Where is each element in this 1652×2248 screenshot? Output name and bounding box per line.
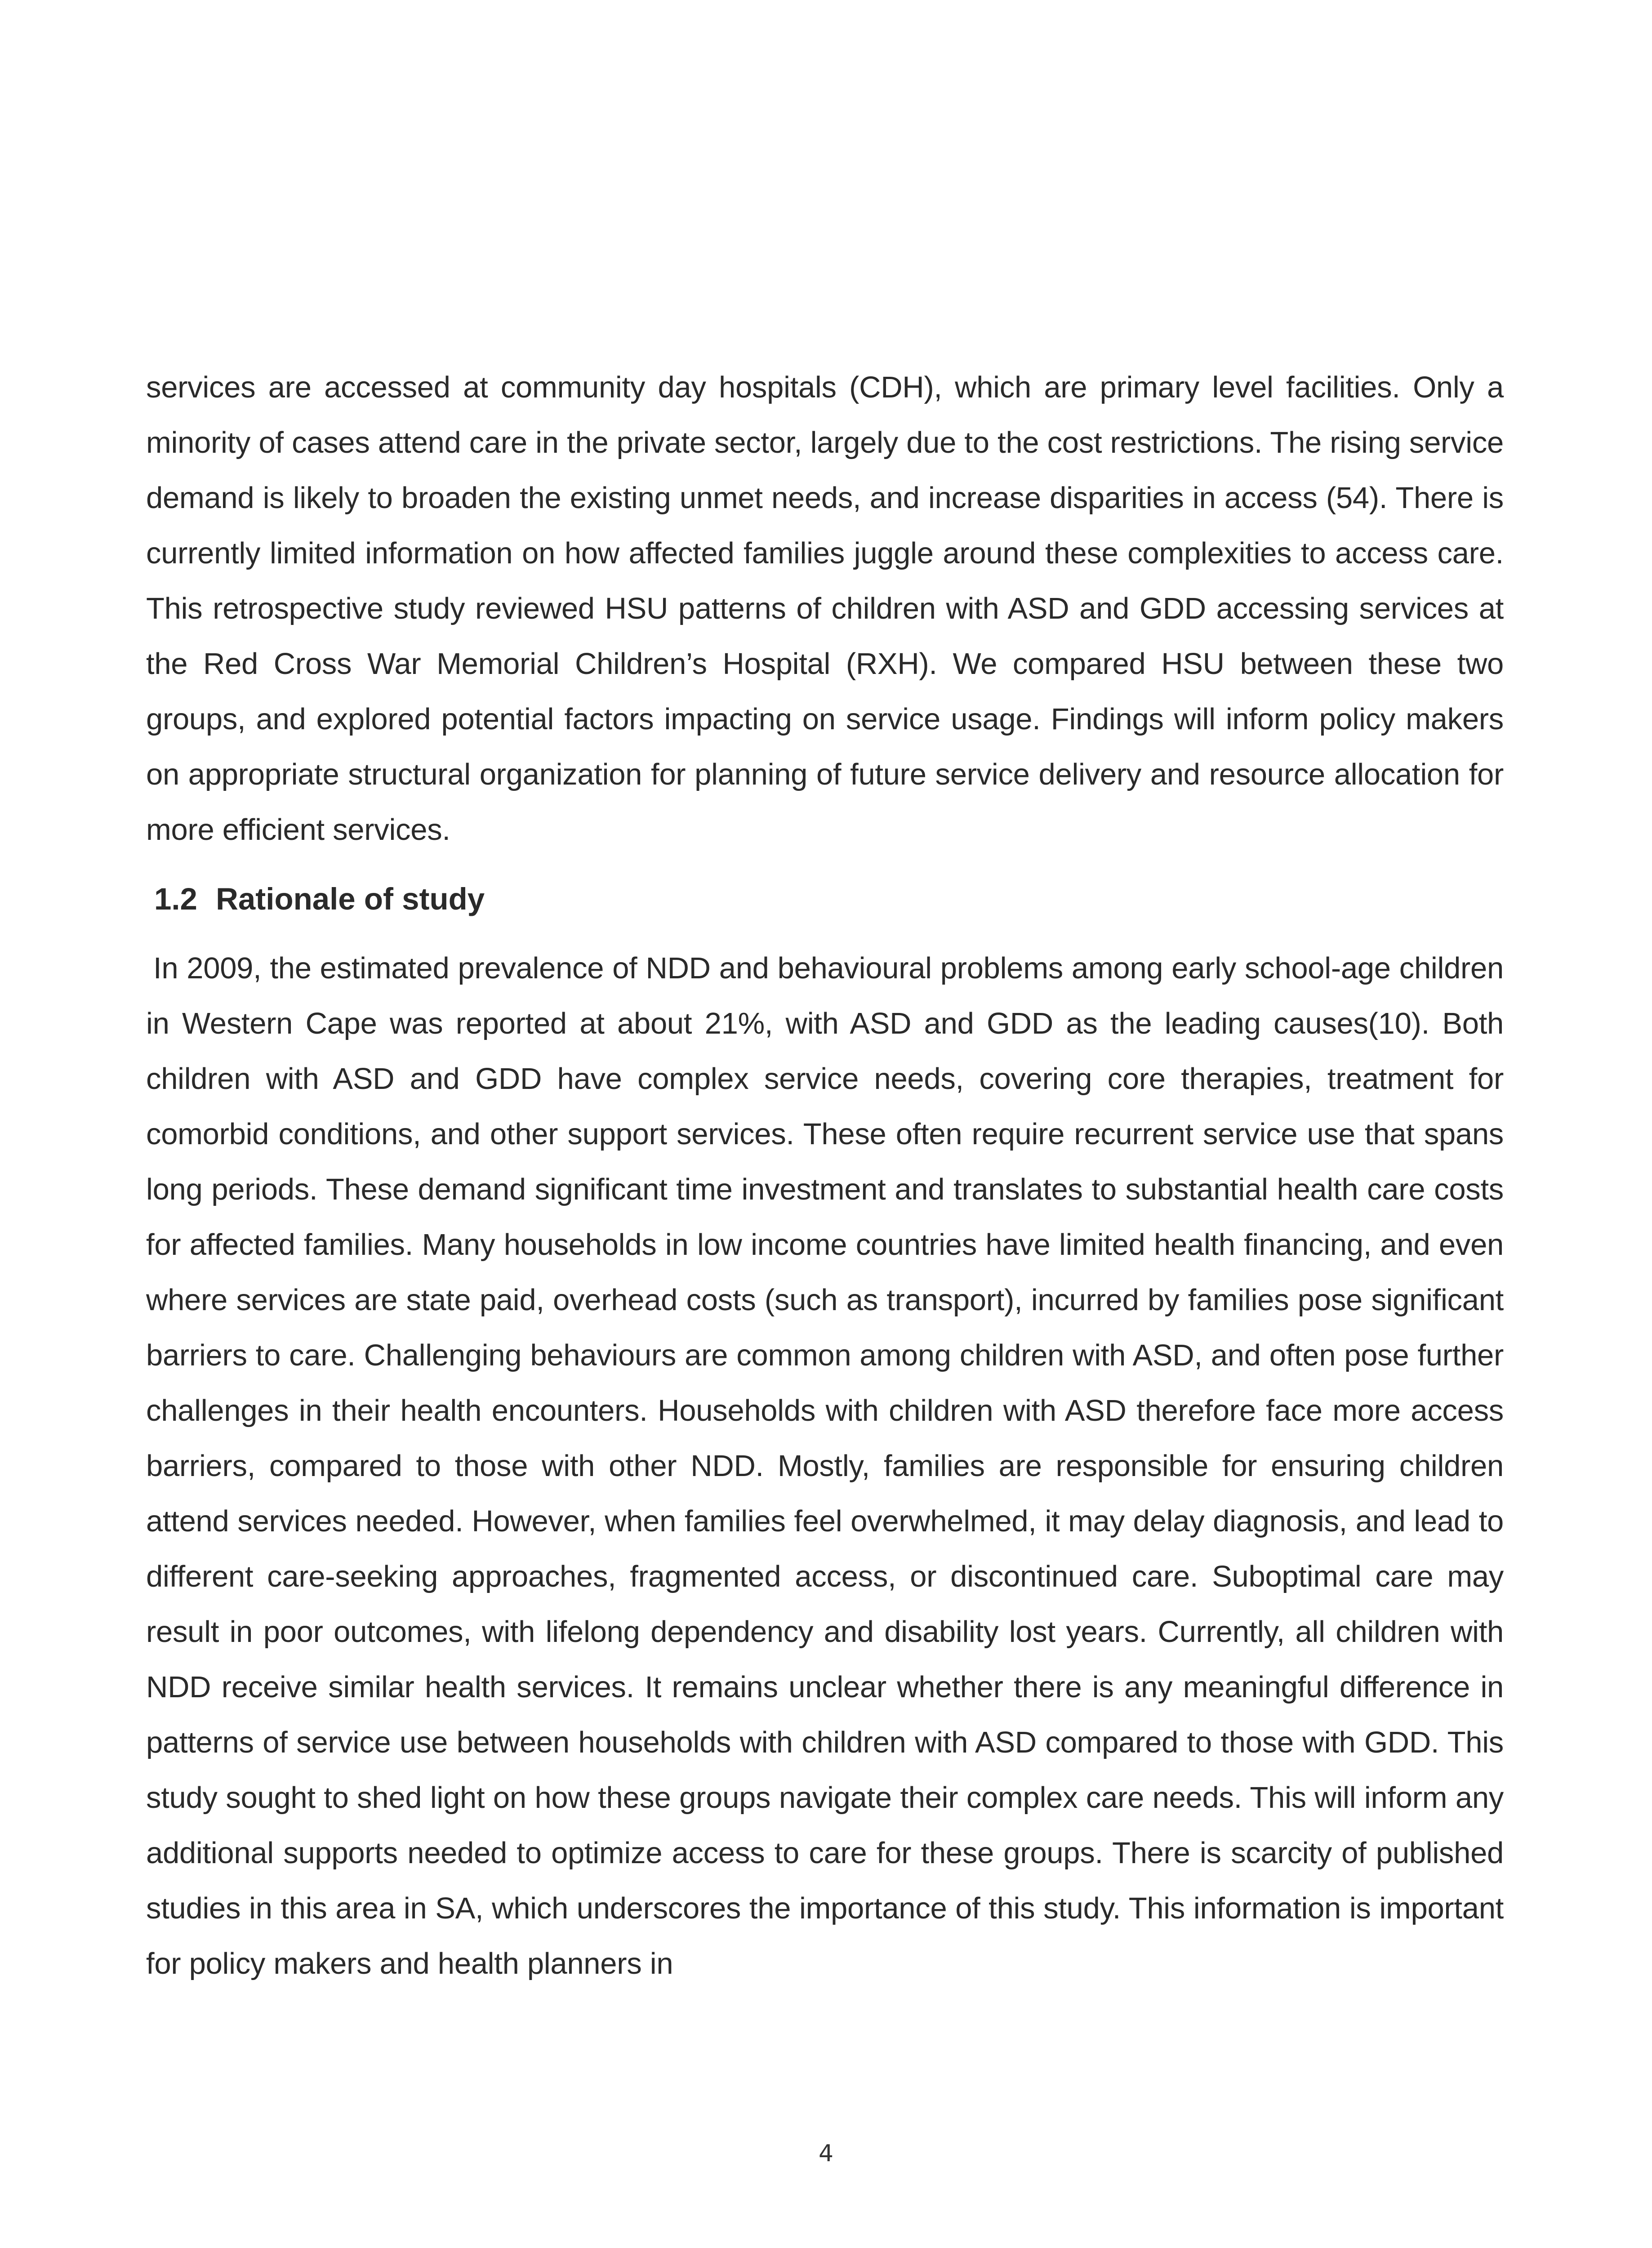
- section-title: Rationale of study: [216, 882, 485, 916]
- paragraph-intro: services are accessed at community day hospitals (CDH), which are primary level facilities. Only a minority of cases attend care in the private sector, largely due to the cost restrictions. The rising service demand is likely to broaden the existing unmet needs, and increase disparities in access (54). There is currently limited information on how affected families juggle around these complexities to access care. This retrospective study reviewed HSU patterns of children with ASD and GDD accessing services at the Red Cross War Memorial Children’s Hospital (RXH). We compared HSU between these two groups, and explored potential factors impacting on service usage. Findings will inform policy makers on appropriate structural organization for planning of future service delivery and resource allocation for more efficient services.: [146, 370, 1504, 847]
- page-number: 4: [818, 2140, 834, 2167]
- page-body: [146, 360, 1504, 1991]
- section-heading: [154, 872, 1504, 926]
- paragraph-rationale: In 2009, the estimated prevalence of NDD and behavioural problems among early school-age children in Western Cape was reported at about 21%, with ASD and GDD as the leading causes(10). Both children with ASD and GDD have complex service needs, covering core therapies, treatment for comorbid conditions, and other support services. These often require recurrent service use that spans long periods. These demand significant time investment and translates to substantial health care costs for affected families. Many households in low income countries have limited health financing, and even where services are state paid, overhead costs (such as transport), incurred by families pose significant barriers to care. Challenging behaviours are common among children with ASD, and often pose further challenges in their health encounters. Households with children with ASD therefore face more access barriers, compared to those with other NDD. Mostly, families are responsible for ensuring children attend services needed. However, when families feel overwhelmed, it may delay diagnosis, and lead to different care-seeking approaches, fragmented access, or discontinued care. Suboptimal care may result in poor outcomes, with lifelong dependency and disability lost years. Currently, all children with NDD receive similar health services. It remains unclear whether there is any meaningful difference in patterns of service use between households with children with ASD compared to those with GDD. This study sought to shed light on how these groups navigate their complex care needs. This will inform any additional supports needed to optimize access to care for these groups. There is scarcity of published studies in this area in SA, which underscores the importance of this study. This information is important for policy makers and health planners in: [146, 951, 1504, 1980]
- section-number: 1.2: [154, 882, 197, 916]
